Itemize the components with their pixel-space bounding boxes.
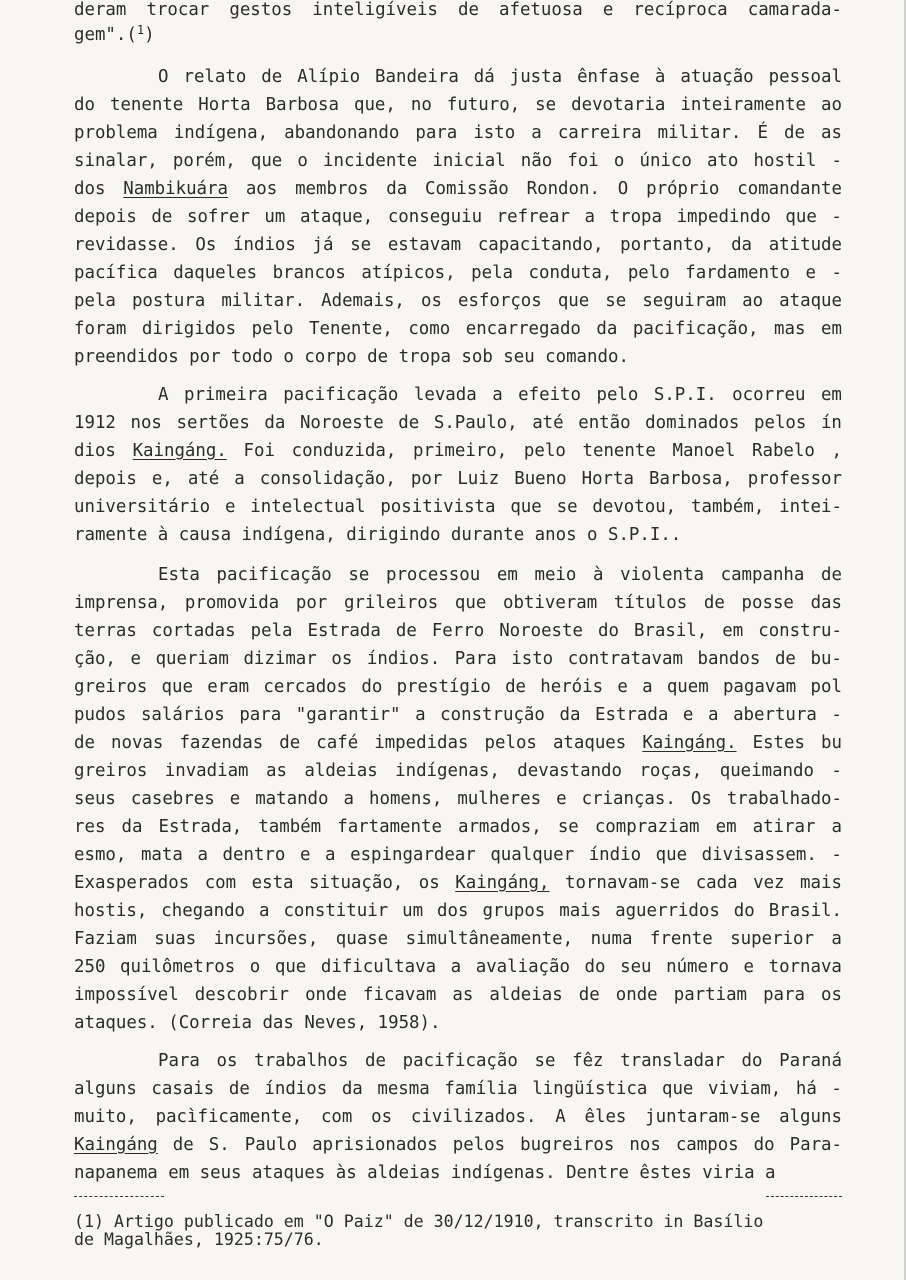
text-line: ataques. (Correia das Neves, 1958). bbox=[74, 1013, 441, 1033]
text-line: A primeira pacificação levada a efeito pelo S.P.I. ocorreu em bbox=[158, 385, 842, 405]
text-line: hostis, chegando a constituir um dos grupos mais aguerridos do Brasil. bbox=[74, 901, 842, 921]
text-line: muito, pacìficamente, com os civilizados. A êles juntaram-se alguns bbox=[74, 1107, 842, 1127]
footnote-rule-right bbox=[766, 1196, 842, 1197]
text-line: ção, e queriam dizimar os índios. Para isto contratavam bandos de bu- bbox=[74, 649, 842, 669]
text-line: depois e, até a consolidação, por Luiz Bueno Horta Barbosa, professor bbox=[74, 469, 842, 489]
footnote-rule-left bbox=[74, 1196, 164, 1197]
text-line: pela postura militar. Ademais, os esforços que se seguiram ao ataque bbox=[74, 291, 842, 311]
text-line: gem".($^1$) bbox=[74, 23, 155, 45]
text-line: Esta pacificação se processou em meio à violenta campanha de bbox=[158, 565, 842, 585]
text-line: do tenente Horta Barbosa que, no futuro, se devotaria inteiramente ao bbox=[74, 95, 842, 115]
text-line: imprensa, promovida por grileiros que obtiveram títulos de posse das bbox=[74, 593, 842, 613]
text-line: O relato de Alípio Bandeira dá justa ênfase à atuação pessoal bbox=[158, 67, 842, 87]
text-line: dios Kaingáng. Foi conduzida, primeiro, pelo tenente Manoel Rabelo , bbox=[74, 441, 842, 461]
text-line: revidasse. Os índios já se estavam capacitando, portanto, da atitude bbox=[74, 235, 842, 255]
text-line: seus casebres e matando a homens, mulheres e crianças. Os trabalhado- bbox=[74, 789, 842, 809]
text-line: sinalar, porém, que o incidente inicial não foi o único ato hostil - bbox=[74, 151, 842, 171]
text-line: de novas fazendas de café impedidas pelos ataques Kaingáng. Estes bu bbox=[74, 733, 842, 753]
text-line: ramente à causa indígena, dirigindo durante anos o S.P.I.. bbox=[74, 525, 682, 545]
text-line: 250 quilômetros o que dificultava a avaliação do seu número e tornava bbox=[74, 957, 842, 977]
text-line: greiros que eram cercados do prestígio de heróis e a quem pagavam pol bbox=[74, 677, 842, 697]
text-line: preendidos por todo o corpo de tropa sob seu comando. bbox=[74, 347, 629, 367]
text-line: res da Estrada, também fartamente armados, se compraziam em atirar a bbox=[74, 817, 842, 837]
text-line: problema indígena, abandonando para isto a carreira militar. É de as bbox=[74, 123, 842, 143]
text-line: deram trocar gestos inteligíveis de afetuosa e recíproca camarada- bbox=[74, 0, 842, 20]
footnote-line-1: (1) Artigo publicado em "O Paiz" de 30/12/1910, transcrito in Basílio bbox=[74, 1212, 764, 1231]
text-line: Exasperados com esta situação, os Kaingáng, tornavam-se cada vez mais bbox=[74, 873, 842, 893]
footnote-line-2: de Magalhães, 1925:75/76. bbox=[74, 1230, 324, 1249]
text-line: napanema em seus ataques às aldeias indígenas. Dentre êstes viria a bbox=[74, 1163, 776, 1183]
text-line: alguns casais de índios da mesma família lingüística que viviam, há - bbox=[74, 1079, 842, 1099]
text-line: greiros invadiam as aldeias indígenas, devastando roças, queimando - bbox=[74, 761, 842, 781]
text-line: pacífica daqueles brancos atípicos, pela conduta, pelo fardamento e - bbox=[74, 263, 842, 283]
text-line: universitário e intelectual positivista que se devotou, também, intei- bbox=[74, 497, 842, 517]
text-line: foram dirigidos pelo Tenente, como encarregado da pacificação, mas em bbox=[74, 319, 842, 339]
text-line: impossível descobrir onde ficavam as aldeias de onde partiam para os bbox=[74, 985, 842, 1005]
text-line: 1912 nos sertões da Noroeste de S.Paulo, até então dominados pelos ín bbox=[74, 413, 842, 433]
text-line: Para os trabalhos de pacificação se fêz transladar do Paraná bbox=[158, 1051, 842, 1071]
text-line: esmo, mata a dentro e a espingardear qualquer índio que divisassem. - bbox=[74, 845, 842, 865]
text-line: terras cortadas pela Estrada de Ferro Noroeste do Brasil, em constru- bbox=[74, 621, 842, 641]
text-line: pudos salários para "garantir" a construção da Estrada e a abertura - bbox=[74, 705, 842, 725]
text-line: Kaingáng de S. Paulo aprisionados pelos bugreiros nos campos do Para- bbox=[74, 1135, 842, 1155]
text-line: depois de sofrer um ataque, conseguiu refrear a tropa impedindo que - bbox=[74, 207, 842, 227]
text-line: Faziam suas incursões, quase simultâneamente, numa frente superior a bbox=[74, 929, 842, 949]
text-line: dos Nambikuára aos membros da Comissão Rondon. O próprio comandante bbox=[74, 179, 842, 199]
